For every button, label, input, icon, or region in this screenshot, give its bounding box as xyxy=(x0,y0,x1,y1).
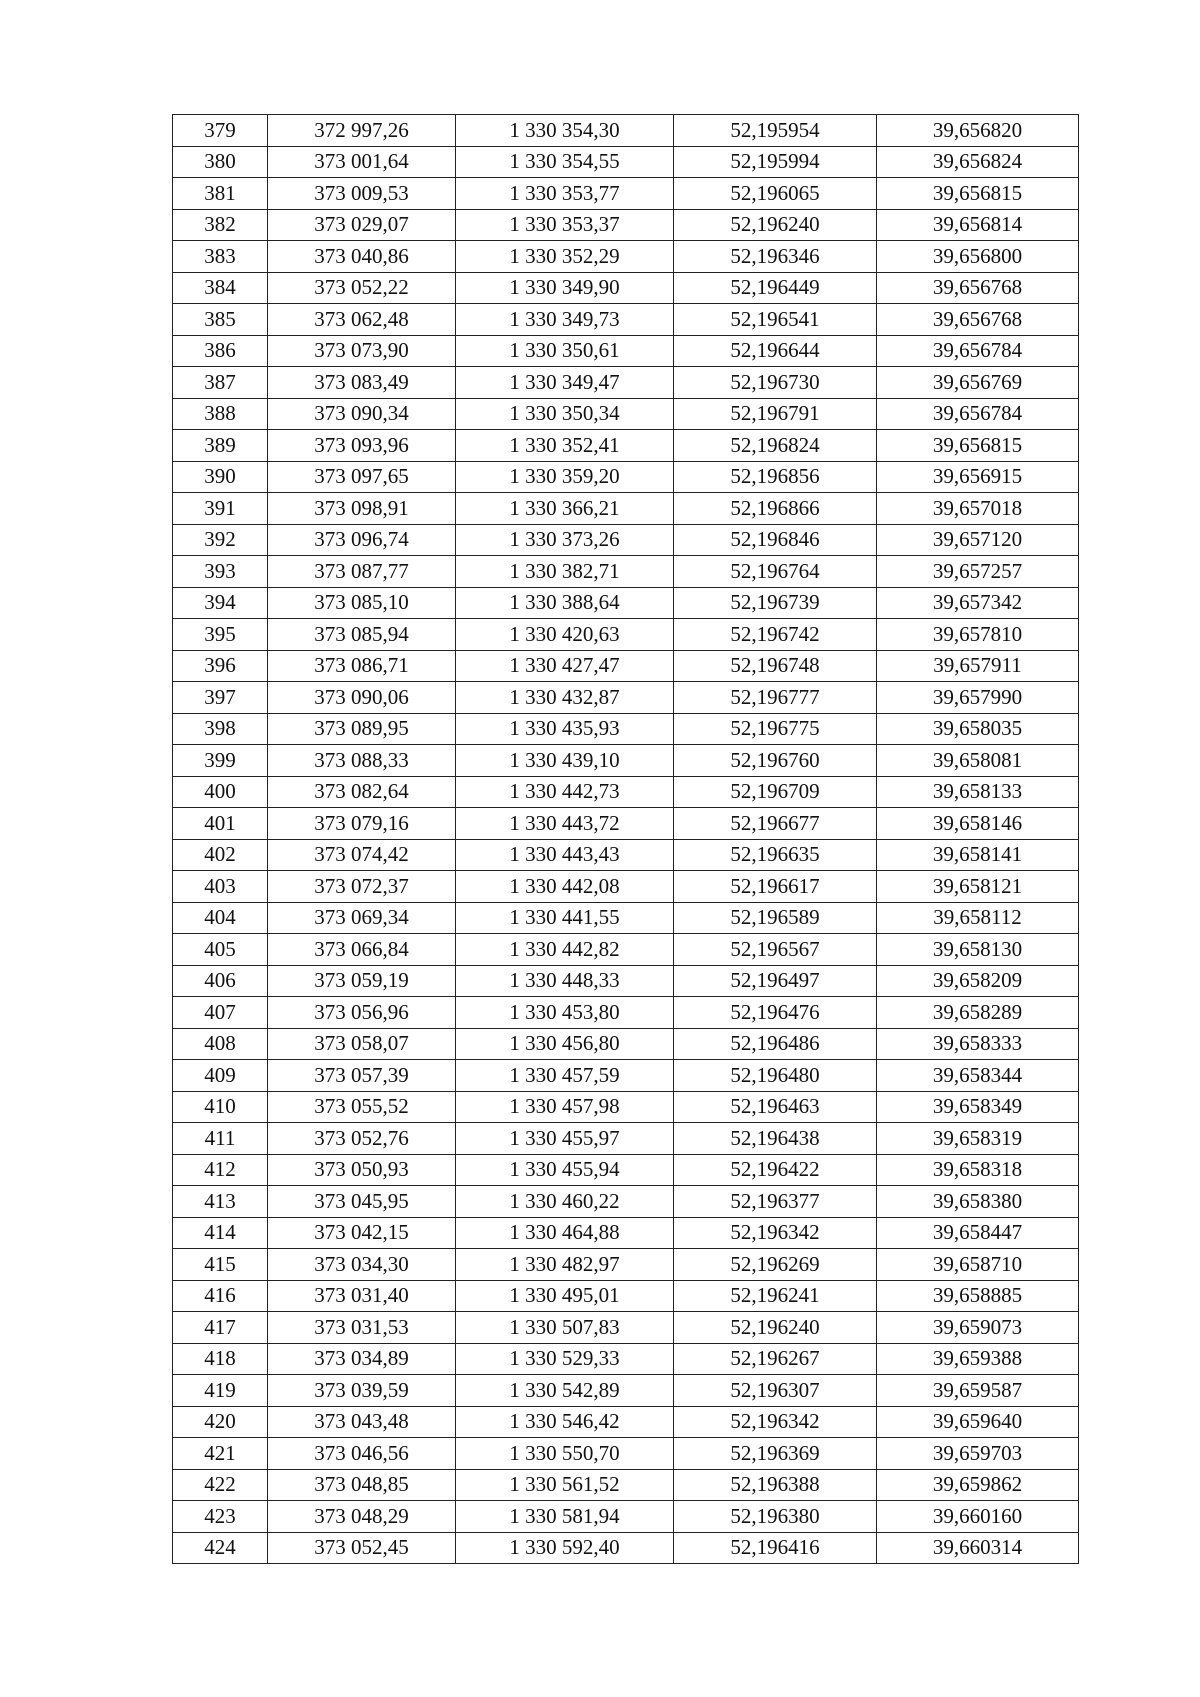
y-coordinate-cell: 1 330 455,94 xyxy=(456,1154,674,1186)
table-row xyxy=(173,808,1079,840)
point-number-cell: 408 xyxy=(173,1028,268,1060)
longitude-cell: 39,659640 xyxy=(877,1406,1079,1438)
point-number-cell: 411 xyxy=(173,1123,268,1155)
longitude-cell: 39,657990 xyxy=(877,682,1079,714)
y-coordinate-cell: 1 330 482,97 xyxy=(456,1249,674,1281)
table-row xyxy=(173,965,1079,997)
y-coordinate-cell: 1 330 448,33 xyxy=(456,965,674,997)
table-row xyxy=(173,335,1079,367)
y-coordinate-cell: 1 330 529,33 xyxy=(456,1343,674,1375)
latitude-cell: 52,196240 xyxy=(674,209,877,241)
x-coordinate-cell: 373 039,59 xyxy=(268,1375,456,1407)
table-row xyxy=(173,493,1079,525)
point-number-cell: 392 xyxy=(173,524,268,556)
y-coordinate-cell: 1 330 373,26 xyxy=(456,524,674,556)
longitude-cell: 39,659703 xyxy=(877,1438,1079,1470)
y-coordinate-cell: 1 330 350,61 xyxy=(456,335,674,367)
latitude-cell: 52,196240 xyxy=(674,1312,877,1344)
latitude-cell: 52,196730 xyxy=(674,367,877,399)
y-coordinate-cell: 1 330 353,37 xyxy=(456,209,674,241)
x-coordinate-cell: 373 059,19 xyxy=(268,965,456,997)
point-number-cell: 407 xyxy=(173,997,268,1029)
longitude-cell: 39,658130 xyxy=(877,934,1079,966)
table-row xyxy=(173,178,1079,210)
y-coordinate-cell: 1 330 382,71 xyxy=(456,556,674,588)
longitude-cell: 39,658141 xyxy=(877,839,1079,871)
y-coordinate-cell: 1 330 581,94 xyxy=(456,1501,674,1533)
point-number-cell: 393 xyxy=(173,556,268,588)
latitude-cell: 52,196269 xyxy=(674,1249,877,1281)
table-row xyxy=(173,1091,1079,1123)
table-row xyxy=(173,1406,1079,1438)
point-number-cell: 391 xyxy=(173,493,268,525)
table-row xyxy=(173,1375,1079,1407)
latitude-cell: 52,196846 xyxy=(674,524,877,556)
table-row xyxy=(173,902,1079,934)
point-number-cell: 395 xyxy=(173,619,268,651)
x-coordinate-cell: 373 090,34 xyxy=(268,398,456,430)
y-coordinate-cell: 1 330 542,89 xyxy=(456,1375,674,1407)
longitude-cell: 39,656815 xyxy=(877,178,1079,210)
x-coordinate-cell: 373 031,40 xyxy=(268,1280,456,1312)
latitude-cell: 52,196267 xyxy=(674,1343,877,1375)
coordinates-table xyxy=(172,114,1079,1564)
latitude-cell: 52,196065 xyxy=(674,178,877,210)
y-coordinate-cell: 1 330 353,77 xyxy=(456,178,674,210)
longitude-cell: 39,658333 xyxy=(877,1028,1079,1060)
y-coordinate-cell: 1 330 442,73 xyxy=(456,776,674,808)
table-row xyxy=(173,1186,1079,1218)
point-number-cell: 418 xyxy=(173,1343,268,1375)
table-row xyxy=(173,619,1079,651)
latitude-cell: 52,196449 xyxy=(674,272,877,304)
point-number-cell: 423 xyxy=(173,1501,268,1533)
point-number-cell: 420 xyxy=(173,1406,268,1438)
point-number-cell: 385 xyxy=(173,304,268,336)
latitude-cell: 52,196742 xyxy=(674,619,877,651)
table-row xyxy=(173,1438,1079,1470)
y-coordinate-cell: 1 330 495,01 xyxy=(456,1280,674,1312)
x-coordinate-cell: 373 009,53 xyxy=(268,178,456,210)
y-coordinate-cell: 1 330 457,59 xyxy=(456,1060,674,1092)
latitude-cell: 52,196476 xyxy=(674,997,877,1029)
y-coordinate-cell: 1 330 420,63 xyxy=(456,619,674,651)
point-number-cell: 409 xyxy=(173,1060,268,1092)
longitude-cell: 39,658447 xyxy=(877,1217,1079,1249)
longitude-cell: 39,658112 xyxy=(877,902,1079,934)
x-coordinate-cell: 372 997,26 xyxy=(268,115,456,147)
point-number-cell: 387 xyxy=(173,367,268,399)
latitude-cell: 52,196775 xyxy=(674,713,877,745)
x-coordinate-cell: 373 056,96 xyxy=(268,997,456,1029)
table-row xyxy=(173,398,1079,430)
table-row xyxy=(173,1028,1079,1060)
table-row xyxy=(173,1312,1079,1344)
point-number-cell: 379 xyxy=(173,115,268,147)
latitude-cell: 52,196377 xyxy=(674,1186,877,1218)
x-coordinate-cell: 373 050,93 xyxy=(268,1154,456,1186)
longitude-cell: 39,658133 xyxy=(877,776,1079,808)
latitude-cell: 52,196709 xyxy=(674,776,877,808)
x-coordinate-cell: 373 082,64 xyxy=(268,776,456,808)
table-row xyxy=(173,367,1079,399)
point-number-cell: 390 xyxy=(173,461,268,493)
y-coordinate-cell: 1 330 443,43 xyxy=(456,839,674,871)
latitude-cell: 52,196635 xyxy=(674,839,877,871)
point-number-cell: 406 xyxy=(173,965,268,997)
x-coordinate-cell: 373 042,15 xyxy=(268,1217,456,1249)
point-number-cell: 397 xyxy=(173,682,268,714)
longitude-cell: 39,656784 xyxy=(877,398,1079,430)
longitude-cell: 39,656815 xyxy=(877,430,1079,462)
table-row xyxy=(173,272,1079,304)
x-coordinate-cell: 373 062,48 xyxy=(268,304,456,336)
y-coordinate-cell: 1 330 456,80 xyxy=(456,1028,674,1060)
table-row xyxy=(173,997,1079,1029)
longitude-cell: 39,659073 xyxy=(877,1312,1079,1344)
longitude-cell: 39,656784 xyxy=(877,335,1079,367)
point-number-cell: 415 xyxy=(173,1249,268,1281)
point-number-cell: 424 xyxy=(173,1532,268,1564)
table-row xyxy=(173,209,1079,241)
point-number-cell: 419 xyxy=(173,1375,268,1407)
y-coordinate-cell: 1 330 352,41 xyxy=(456,430,674,462)
latitude-cell: 52,196486 xyxy=(674,1028,877,1060)
latitude-cell: 52,195994 xyxy=(674,146,877,178)
y-coordinate-cell: 1 330 442,08 xyxy=(456,871,674,903)
y-coordinate-cell: 1 330 442,82 xyxy=(456,934,674,966)
latitude-cell: 52,196739 xyxy=(674,587,877,619)
x-coordinate-cell: 373 085,94 xyxy=(268,619,456,651)
point-number-cell: 400 xyxy=(173,776,268,808)
y-coordinate-cell: 1 330 359,20 xyxy=(456,461,674,493)
x-coordinate-cell: 373 031,53 xyxy=(268,1312,456,1344)
latitude-cell: 52,196748 xyxy=(674,650,877,682)
longitude-cell: 39,658710 xyxy=(877,1249,1079,1281)
longitude-cell: 39,658885 xyxy=(877,1280,1079,1312)
point-number-cell: 399 xyxy=(173,745,268,777)
longitude-cell: 39,660314 xyxy=(877,1532,1079,1564)
x-coordinate-cell: 373 098,91 xyxy=(268,493,456,525)
table-row xyxy=(173,776,1079,808)
latitude-cell: 52,196416 xyxy=(674,1532,877,1564)
x-coordinate-cell: 373 040,86 xyxy=(268,241,456,273)
point-number-cell: 416 xyxy=(173,1280,268,1312)
point-number-cell: 398 xyxy=(173,713,268,745)
x-coordinate-cell: 373 074,42 xyxy=(268,839,456,871)
point-number-cell: 422 xyxy=(173,1469,268,1501)
latitude-cell: 52,196589 xyxy=(674,902,877,934)
table-row xyxy=(173,1217,1079,1249)
x-coordinate-cell: 373 093,96 xyxy=(268,430,456,462)
table-row xyxy=(173,1532,1079,1564)
table-row xyxy=(173,839,1079,871)
latitude-cell: 52,196380 xyxy=(674,1501,877,1533)
longitude-cell: 39,658380 xyxy=(877,1186,1079,1218)
x-coordinate-cell: 373 046,56 xyxy=(268,1438,456,1470)
y-coordinate-cell: 1 330 457,98 xyxy=(456,1091,674,1123)
x-coordinate-cell: 373 087,77 xyxy=(268,556,456,588)
latitude-cell: 52,196388 xyxy=(674,1469,877,1501)
x-coordinate-cell: 373 034,30 xyxy=(268,1249,456,1281)
coordinates-table-body xyxy=(173,115,1079,1564)
longitude-cell: 39,657810 xyxy=(877,619,1079,651)
x-coordinate-cell: 373 089,95 xyxy=(268,713,456,745)
table-row xyxy=(173,1154,1079,1186)
longitude-cell: 39,656824 xyxy=(877,146,1079,178)
x-coordinate-cell: 373 045,95 xyxy=(268,1186,456,1218)
latitude-cell: 52,196307 xyxy=(674,1375,877,1407)
x-coordinate-cell: 373 052,45 xyxy=(268,1532,456,1564)
point-number-cell: 405 xyxy=(173,934,268,966)
table-row xyxy=(173,556,1079,588)
point-number-cell: 380 xyxy=(173,146,268,178)
latitude-cell: 52,196791 xyxy=(674,398,877,430)
y-coordinate-cell: 1 330 439,10 xyxy=(456,745,674,777)
y-coordinate-cell: 1 330 453,80 xyxy=(456,997,674,1029)
table-row xyxy=(173,934,1079,966)
point-number-cell: 421 xyxy=(173,1438,268,1470)
point-number-cell: 410 xyxy=(173,1091,268,1123)
latitude-cell: 52,196346 xyxy=(674,241,877,273)
table-row xyxy=(173,430,1079,462)
latitude-cell: 52,196677 xyxy=(674,808,877,840)
table-row xyxy=(173,115,1079,147)
table-row xyxy=(173,1249,1079,1281)
longitude-cell: 39,656915 xyxy=(877,461,1079,493)
table-row xyxy=(173,587,1079,619)
latitude-cell: 52,196541 xyxy=(674,304,877,336)
x-coordinate-cell: 373 048,29 xyxy=(268,1501,456,1533)
point-number-cell: 404 xyxy=(173,902,268,934)
x-coordinate-cell: 373 048,85 xyxy=(268,1469,456,1501)
latitude-cell: 52,195954 xyxy=(674,115,877,147)
latitude-cell: 52,196342 xyxy=(674,1406,877,1438)
longitude-cell: 39,657911 xyxy=(877,650,1079,682)
longitude-cell: 39,658121 xyxy=(877,871,1079,903)
y-coordinate-cell: 1 330 349,47 xyxy=(456,367,674,399)
x-coordinate-cell: 373 072,37 xyxy=(268,871,456,903)
y-coordinate-cell: 1 330 350,34 xyxy=(456,398,674,430)
y-coordinate-cell: 1 330 561,52 xyxy=(456,1469,674,1501)
latitude-cell: 52,196422 xyxy=(674,1154,877,1186)
x-coordinate-cell: 373 079,16 xyxy=(268,808,456,840)
longitude-cell: 39,658319 xyxy=(877,1123,1079,1155)
y-coordinate-cell: 1 330 460,22 xyxy=(456,1186,674,1218)
table-row xyxy=(173,650,1079,682)
longitude-cell: 39,657342 xyxy=(877,587,1079,619)
table-row xyxy=(173,461,1079,493)
y-coordinate-cell: 1 330 432,87 xyxy=(456,682,674,714)
table-row xyxy=(173,1280,1079,1312)
y-coordinate-cell: 1 330 455,97 xyxy=(456,1123,674,1155)
x-coordinate-cell: 373 052,22 xyxy=(268,272,456,304)
y-coordinate-cell: 1 330 354,55 xyxy=(456,146,674,178)
longitude-cell: 39,658344 xyxy=(877,1060,1079,1092)
y-coordinate-cell: 1 330 550,70 xyxy=(456,1438,674,1470)
y-coordinate-cell: 1 330 546,42 xyxy=(456,1406,674,1438)
longitude-cell: 39,659587 xyxy=(877,1375,1079,1407)
latitude-cell: 52,196463 xyxy=(674,1091,877,1123)
latitude-cell: 52,196241 xyxy=(674,1280,877,1312)
x-coordinate-cell: 373 066,84 xyxy=(268,934,456,966)
table-row xyxy=(173,745,1079,777)
table-row xyxy=(173,1060,1079,1092)
longitude-cell: 39,656820 xyxy=(877,115,1079,147)
longitude-cell: 39,660160 xyxy=(877,1501,1079,1533)
point-number-cell: 413 xyxy=(173,1186,268,1218)
x-coordinate-cell: 373 001,64 xyxy=(268,146,456,178)
x-coordinate-cell: 373 058,07 xyxy=(268,1028,456,1060)
table-row xyxy=(173,682,1079,714)
point-number-cell: 401 xyxy=(173,808,268,840)
point-number-cell: 384 xyxy=(173,272,268,304)
latitude-cell: 52,196760 xyxy=(674,745,877,777)
longitude-cell: 39,657120 xyxy=(877,524,1079,556)
longitude-cell: 39,656768 xyxy=(877,272,1079,304)
table-row xyxy=(173,871,1079,903)
latitude-cell: 52,196856 xyxy=(674,461,877,493)
y-coordinate-cell: 1 330 349,73 xyxy=(456,304,674,336)
y-coordinate-cell: 1 330 427,47 xyxy=(456,650,674,682)
table-row xyxy=(173,1501,1079,1533)
x-coordinate-cell: 373 097,65 xyxy=(268,461,456,493)
x-coordinate-cell: 373 086,71 xyxy=(268,650,456,682)
x-coordinate-cell: 373 088,33 xyxy=(268,745,456,777)
x-coordinate-cell: 373 057,39 xyxy=(268,1060,456,1092)
point-number-cell: 382 xyxy=(173,209,268,241)
longitude-cell: 39,656800 xyxy=(877,241,1079,273)
latitude-cell: 52,196342 xyxy=(674,1217,877,1249)
y-coordinate-cell: 1 330 349,90 xyxy=(456,272,674,304)
y-coordinate-cell: 1 330 441,55 xyxy=(456,902,674,934)
latitude-cell: 52,196567 xyxy=(674,934,877,966)
y-coordinate-cell: 1 330 388,64 xyxy=(456,587,674,619)
longitude-cell: 39,659388 xyxy=(877,1343,1079,1375)
y-coordinate-cell: 1 330 354,30 xyxy=(456,115,674,147)
longitude-cell: 39,656814 xyxy=(877,209,1079,241)
point-number-cell: 386 xyxy=(173,335,268,367)
latitude-cell: 52,196644 xyxy=(674,335,877,367)
y-coordinate-cell: 1 330 464,88 xyxy=(456,1217,674,1249)
longitude-cell: 39,656768 xyxy=(877,304,1079,336)
x-coordinate-cell: 373 029,07 xyxy=(268,209,456,241)
longitude-cell: 39,658035 xyxy=(877,713,1079,745)
y-coordinate-cell: 1 330 507,83 xyxy=(456,1312,674,1344)
table-row xyxy=(173,1469,1079,1501)
point-number-cell: 383 xyxy=(173,241,268,273)
longitude-cell: 39,659862 xyxy=(877,1469,1079,1501)
longitude-cell: 39,658349 xyxy=(877,1091,1079,1123)
x-coordinate-cell: 373 085,10 xyxy=(268,587,456,619)
longitude-cell: 39,658209 xyxy=(877,965,1079,997)
longitude-cell: 39,658289 xyxy=(877,997,1079,1029)
y-coordinate-cell: 1 330 435,93 xyxy=(456,713,674,745)
point-number-cell: 403 xyxy=(173,871,268,903)
table-row xyxy=(173,304,1079,336)
longitude-cell: 39,658318 xyxy=(877,1154,1079,1186)
latitude-cell: 52,196480 xyxy=(674,1060,877,1092)
y-coordinate-cell: 1 330 592,40 xyxy=(456,1532,674,1564)
x-coordinate-cell: 373 069,34 xyxy=(268,902,456,934)
point-number-cell: 394 xyxy=(173,587,268,619)
latitude-cell: 52,196369 xyxy=(674,1438,877,1470)
x-coordinate-cell: 373 052,76 xyxy=(268,1123,456,1155)
point-number-cell: 381 xyxy=(173,178,268,210)
longitude-cell: 39,657257 xyxy=(877,556,1079,588)
x-coordinate-cell: 373 073,90 xyxy=(268,335,456,367)
point-number-cell: 396 xyxy=(173,650,268,682)
point-number-cell: 412 xyxy=(173,1154,268,1186)
x-coordinate-cell: 373 034,89 xyxy=(268,1343,456,1375)
point-number-cell: 388 xyxy=(173,398,268,430)
table-row xyxy=(173,524,1079,556)
point-number-cell: 417 xyxy=(173,1312,268,1344)
table-row xyxy=(173,713,1079,745)
latitude-cell: 52,196824 xyxy=(674,430,877,462)
y-coordinate-cell: 1 330 366,21 xyxy=(456,493,674,525)
latitude-cell: 52,196777 xyxy=(674,682,877,714)
point-number-cell: 402 xyxy=(173,839,268,871)
x-coordinate-cell: 373 055,52 xyxy=(268,1091,456,1123)
latitude-cell: 52,196438 xyxy=(674,1123,877,1155)
y-coordinate-cell: 1 330 443,72 xyxy=(456,808,674,840)
latitude-cell: 52,196866 xyxy=(674,493,877,525)
x-coordinate-cell: 373 096,74 xyxy=(268,524,456,556)
latitude-cell: 52,196497 xyxy=(674,965,877,997)
longitude-cell: 39,658081 xyxy=(877,745,1079,777)
y-coordinate-cell: 1 330 352,29 xyxy=(456,241,674,273)
x-coordinate-cell: 373 083,49 xyxy=(268,367,456,399)
point-number-cell: 414 xyxy=(173,1217,268,1249)
longitude-cell: 39,657018 xyxy=(877,493,1079,525)
longitude-cell: 39,658146 xyxy=(877,808,1079,840)
table-row xyxy=(173,1343,1079,1375)
x-coordinate-cell: 373 090,06 xyxy=(268,682,456,714)
latitude-cell: 52,196617 xyxy=(674,871,877,903)
table-row xyxy=(173,241,1079,273)
x-coordinate-cell: 373 043,48 xyxy=(268,1406,456,1438)
latitude-cell: 52,196764 xyxy=(674,556,877,588)
point-number-cell: 389 xyxy=(173,430,268,462)
table-row xyxy=(173,1123,1079,1155)
table-row xyxy=(173,146,1079,178)
longitude-cell: 39,656769 xyxy=(877,367,1079,399)
